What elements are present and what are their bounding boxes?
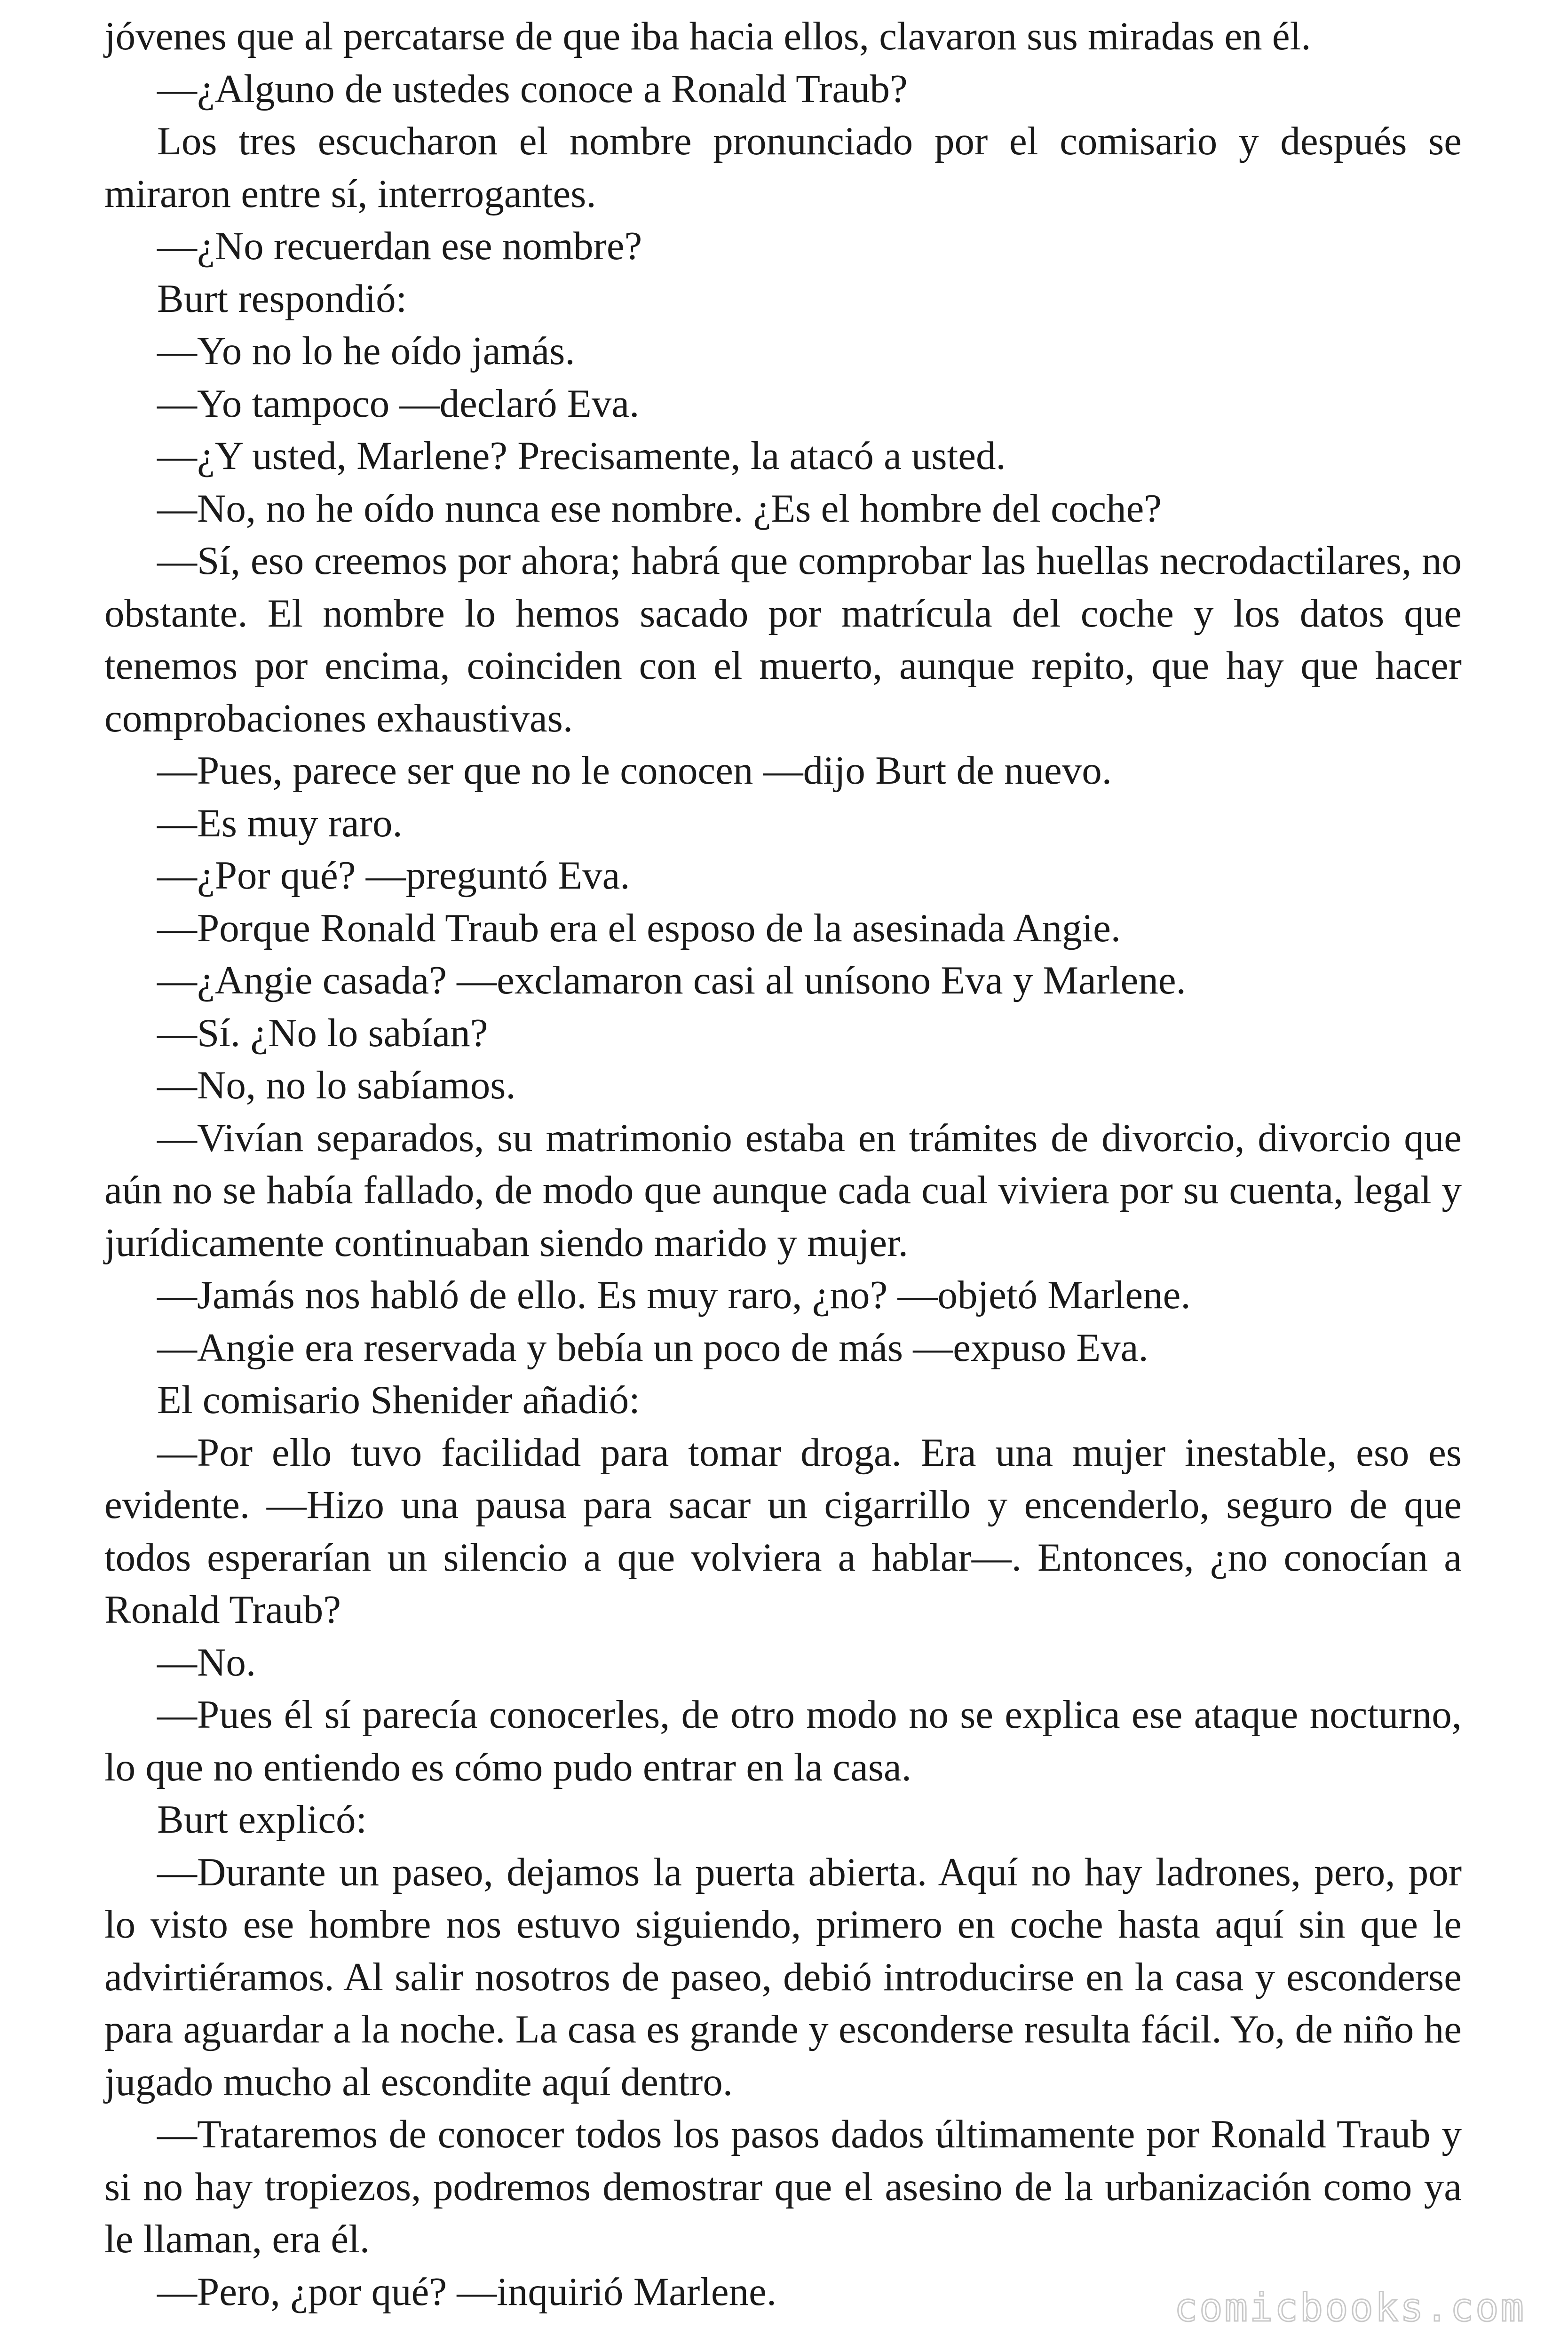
paragraph: —Es muy raro.	[157, 801, 403, 845]
paragraph: —¿Alguno de ustedes conoce a Ronald Traub?	[157, 66, 908, 111]
paragraph: El comisario Shenider añadió:	[157, 1378, 640, 1422]
body-text	[104, 10, 1462, 2318]
paragraph: —¿Por qué? —preguntó Eva.	[157, 853, 630, 898]
paragraph: —Pero, ¿por qué? —inquirió Marlene.	[157, 2269, 777, 2314]
paragraph: —Yo no lo he oído jamás.	[157, 329, 575, 373]
paragraph: —Durante un paseo, dejamos la puerta abierta. Aquí no hay ladrones, pero, por lo visto ese hombre nos estuvo siguiendo, primero en coche hasta aquí sin que le advirtiéramos. Al salir nosotros de paseo, debió introducirse en la casa y esconderse para aguardar a la noche. La casa es grande y esconderse resulta fácil. Yo, de niño he jugado mucho al escondite aquí dentro.	[104, 1850, 1462, 2104]
paragraph: —Pues, parece ser que no le conocen —dijo Burt de nuevo.	[157, 748, 1112, 793]
paragraph: —¿Y usted, Marlene? Precisamente, la atacó a usted.	[157, 434, 1006, 478]
paragraph: —Trataremos de conocer todos los pasos dados últimamente por Ronald Traub y si no hay tropiezos, podremos demostrar que el asesino de la urbanización como ya le llaman, era él.	[104, 2112, 1462, 2261]
paragraph: —Vivían separados, su matrimonio estaba en trámites de divorcio, divorcio que aún no se había fallado, de modo que aunque cada cual viviera por su cuenta, legal y jurídicamente continuaban siendo marido y mujer.	[104, 1115, 1462, 1265]
paragraph: —Pues él sí parecía conocerles, de otro modo no se explica ese ataque nocturno, lo que no entiendo es cómo pudo entrar en la casa.	[104, 1692, 1462, 1789]
paragraph: —Angie era reservada y bebía un poco de más —expuso Eva.	[157, 1325, 1148, 1370]
paragraph: Los tres escucharon el nombre pronunciado por el comisario y después se miraron entre sí, interrogantes.	[104, 119, 1462, 216]
paragraph: Burt respondió:	[157, 276, 407, 321]
paragraph: —Porque Ronald Traub era el esposo de la asesinada Angie.	[157, 906, 1121, 950]
paragraph: —Jamás nos habló de ello. Es muy raro, ¿no? —objetó Marlene.	[157, 1273, 1191, 1317]
paragraph: —Sí, eso creemos por ahora; habrá que comprobar las huellas necrodactilares, no obstante. El nombre lo hemos sacado por matrícula del coche y los datos que tenemos por encima, coinciden con el muerto, aunque repito, que hay que hacer comprobaciones exhaustivas.	[104, 539, 1462, 740]
paragraph: —Yo tampoco —declaró Eva.	[157, 381, 640, 426]
paragraph: —No.	[157, 1640, 256, 1685]
watermark-text: comicbooks.com	[1174, 2286, 1526, 2330]
paragraph: jóvenes que al percatarse de que iba hacia ellos, clavaron sus miradas en él.	[104, 14, 1311, 58]
paragraph: —¿No recuerdan ese nombre?	[157, 224, 642, 268]
paragraph: —¿Angie casada? —exclamaron casi al unísono Eva y Marlene.	[157, 958, 1186, 1002]
paragraph: —No, no he oído nunca ese nombre. ¿Es el hombre del coche?	[157, 486, 1162, 531]
paragraph: —Sí. ¿No lo sabían?	[157, 1010, 488, 1055]
paragraph: —Por ello tuvo facilidad para tomar droga. Era una mujer inestable, eso es evidente. —Hizo una pausa para sacar un cigarrillo y encenderlo, seguro de que todos esperarían un silencio a que volviera a hablar—. Entonces, ¿no conocían a Ronald Traub?	[104, 1430, 1462, 1632]
paragraph: Burt explicó:	[157, 1797, 367, 1842]
paragraph: —No, no lo sabíamos.	[157, 1063, 516, 1107]
